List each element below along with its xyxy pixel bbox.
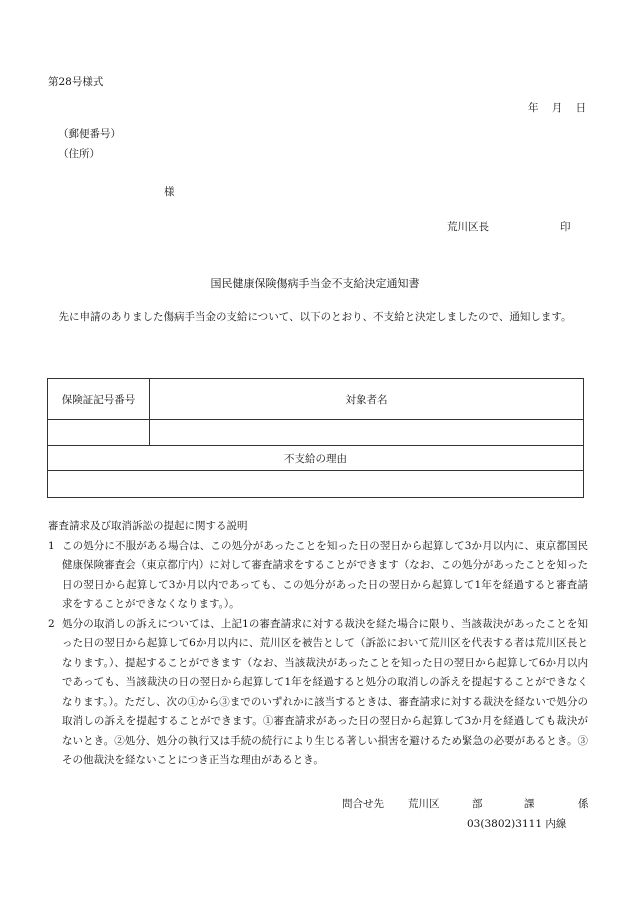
appeal-explanation xyxy=(48,517,588,771)
explanation-item xyxy=(48,615,588,771)
subject-name-cell xyxy=(150,420,584,446)
reason-cell xyxy=(48,471,584,498)
contact-department: 部 xyxy=(472,798,483,810)
info-table xyxy=(47,378,584,498)
issuer-name: 荒川区長 xyxy=(447,221,489,233)
date-line: 年 月 日 xyxy=(528,102,587,114)
explanation-heading: 審査請求及び取消訴訟の提起に関する説明 xyxy=(48,520,248,532)
seal-mark: 印 xyxy=(560,221,571,233)
contact-phone: 03(3802)3111 内線 xyxy=(467,818,567,830)
document-title: 国民健康保険傷病手当金不支給決定通知書 xyxy=(210,277,420,290)
insurance-number-cell xyxy=(48,420,150,446)
item-text: 処分の取消しの訴えについては、上記1の審査請求に対する裁決を経た場合に限り、当該裁決があったことを知った日の翌日から起算して6か月以内に、荒川区を被告として（訴訟において荒川区を代表する者は荒川区長となります。）、提起することができます（なお、当該裁決があったことを知った日の翌日から起算して6か月以内であっても、当該裁決の日の翌日から起算して1年を経過すると処分の取消しの訴えを提起することができなくなります。）。ただし、次の①から③までのいずれかに該当するときは、審査請求に対する裁決を経ないで処分の取消しの訴えを提起することができます。①審査請求があった日の翌日から起算して3か月を経過しても裁決がないとき。②処分、処分の執行又は手続の続行により生じる著しい損害を避けるため緊急の必要があるとき。③その他裁決を経ないことにつき正当な理由があるとき。 xyxy=(62,617,588,766)
subject-name-header: 対象者名 xyxy=(150,379,584,420)
contact-label: 問合せ先 xyxy=(342,798,384,810)
recipient-honorific: 様 xyxy=(164,186,175,198)
contact-row xyxy=(342,796,589,811)
item-number: 2 xyxy=(48,617,55,630)
item-number: 1 xyxy=(48,539,55,552)
address-label: （住所） xyxy=(58,148,100,160)
form-number: 第28号様式 xyxy=(48,76,104,88)
contact-ward: 荒川区 xyxy=(408,798,440,810)
explanation-item xyxy=(48,537,588,615)
contact-unit: 係 xyxy=(578,798,589,810)
insurance-number-header: 保険証記号番号 xyxy=(48,379,150,420)
postal-code-label: （郵便番号） xyxy=(58,128,121,140)
reason-header: 不支給の理由 xyxy=(48,446,584,471)
contact-section: 課 xyxy=(524,798,535,810)
intro-paragraph: 先に申請のありました傷病手当金の支給について、以下のとおり、不支給と決定しましたので、通知します。 xyxy=(58,311,572,323)
item-text: この処分に不服がある場合は、この処分があったことを知った日の翌日から起算して3か月以内に、東京都国民健康保険審査会（東京都庁内）に対して審査請求をすることができます（なお、この処分があったことを知った日の翌日から起算して3か月以内であっても、この処分があった日の翌日から起算して1年を経過すると審査請求をすることができなくなります。）。 xyxy=(62,539,588,610)
